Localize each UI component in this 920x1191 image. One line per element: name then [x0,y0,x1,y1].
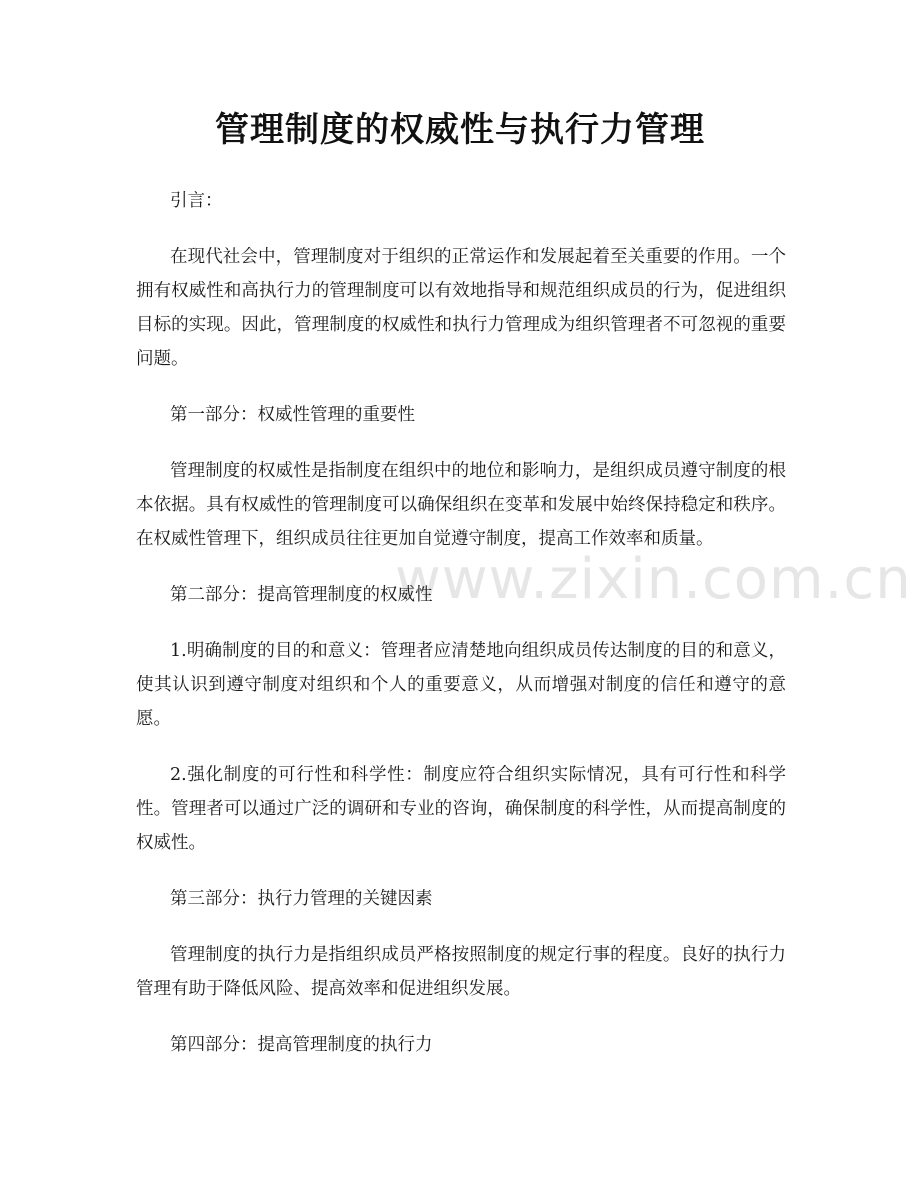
watermark: www.zixin.com.cn [395,547,912,612]
paragraph-point-2: 2.强化制度的可行性和科学性：制度应符合组织实际情况，具有可行性和科学性。管理者可以通过广泛的调研和专业的咨询，确保制度的科学性，从而提高制度的权威性。 [136,765,786,853]
document-body [136,184,786,1084]
paragraph-intro-heading: 引言： [170,191,223,211]
paragraph-point-1: 1.明确制度的目的和意义：管理者应清楚地向组织成员传达制度的目的和意义，使其认识到遵守制度对组织和个人的重要意义，从而增强对制度的信任和遵守的意愿。 [136,641,786,729]
section-heading-4: 第四部分：提高管理制度的执行力 [170,1035,433,1055]
paragraph-section-1: 管理制度的权威性是指制度在组织中的地位和影响力，是组织成员遵守制度的根本依据。具有权威性的管理制度可以确保组织在变革和发展中始终保持稳定和秩序。在权威性管理下，组织成员往往更加自觉遵守制度，提高工作效率和质量。 [136,461,786,549]
section-heading-3: 第三部分：执行力管理的关键因素 [170,889,433,909]
document-title: 管理制度的权威性与执行力管理 [215,110,705,150]
section-heading-1: 第一部分：权威性管理的重要性 [170,405,415,425]
section-heading-2: 第二部分：提高管理制度的权威性 [170,585,433,605]
paragraph-intro: 在现代社会中，管理制度对于组织的正常运作和发展起着至关重要的作用。一个拥有权威性和高执行力的管理制度可以有效地指导和规范组织成员的行为，促进组织目标的实现。因此，管理制度的权威性和执行力管理成为组织管理者不可忽视的重要问题。 [136,247,786,369]
paragraph-section-3: 管理制度的执行力是指组织成员严格按照制度的规定行事的程度。良好的执行力管理有助于降低风险、提高效率和促进组织发展。 [136,945,786,999]
